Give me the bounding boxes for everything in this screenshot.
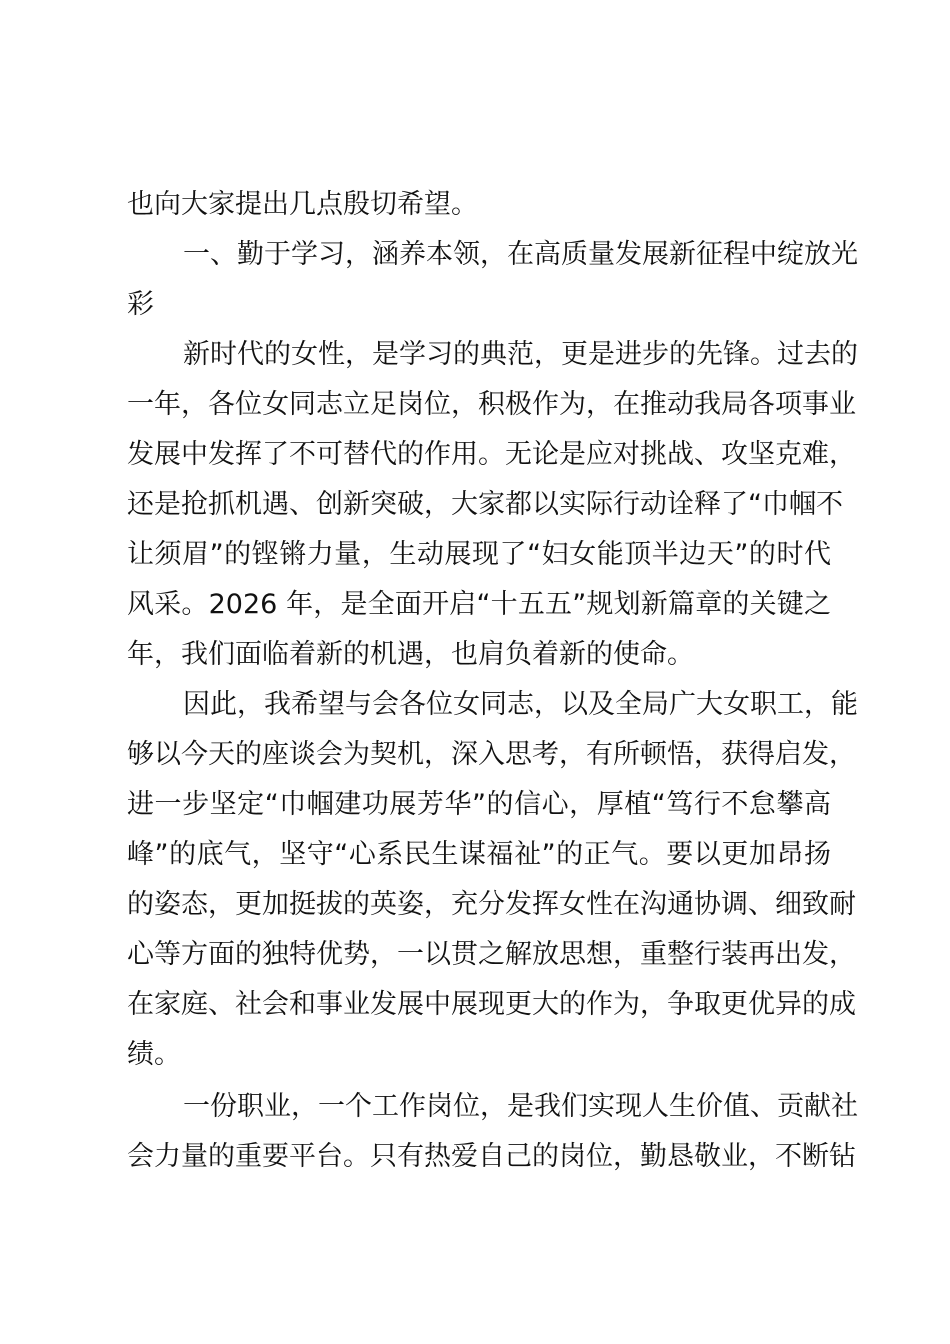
paragraph xyxy=(127,180,831,230)
text-line: 发展中发挥了不可替代的作用。无论是应对挑战、攻坚克难， xyxy=(127,439,856,470)
text-line: 彩 xyxy=(127,289,154,320)
text-line: 让须眉”的铿锵力量，生动展现了“妇女能顶半边天”的时代 xyxy=(127,539,831,570)
text-line: 在家庭、社会和事业发展中展现更大的作为，争取更优异的成 xyxy=(127,989,856,1020)
text-line: 够以今天的座谈会为契机，深入思考，有所顿悟，获得启发， xyxy=(127,739,856,770)
text-line: 会力量的重要平台。只有热爱自己的岗位，勤恳敬业，不断钻 xyxy=(127,1141,856,1172)
text-line: 峰”的底气，坚守“心系民生谋福祉”的正气。要以更加昂扬 xyxy=(127,839,831,870)
document-body xyxy=(127,180,858,1182)
text-line: 一年，各位女同志立足岗位，积极作为，在推动我局各项事业 xyxy=(127,389,856,420)
text-line: 还是抢抓机遇、创新突破，大家都以实际行动诠释了“巾帼不 xyxy=(127,489,843,520)
text-line: 一份职业，一个工作岗位，是我们实现人生价值、贡献社 xyxy=(183,1091,858,1122)
text-line: 年，我们面临着新的机遇，也肩负着新的使命。 xyxy=(127,639,694,670)
text-line: 也向大家提出几点殷切希望。 xyxy=(127,189,478,220)
paragraph xyxy=(127,230,858,330)
text-line: 的姿态，更加挺拔的英姿，充分发挥女性在沟通协调、细致耐 xyxy=(127,889,856,920)
text-line: 进一步坚定“巾帼建功展芳华”的信心，厚植“笃行不怠攀高 xyxy=(127,789,831,820)
paragraph xyxy=(127,680,858,1080)
paragraph xyxy=(127,330,858,680)
text-line: 风采。2026 年，是全面开启“十五五”规划新篇章的关键之 xyxy=(127,589,831,620)
text-line: 心等方面的独特优势，一以贯之解放思想，重整行装再出发， xyxy=(127,939,856,970)
text-line: 因此，我希望与会各位女同志，以及全局广大女职工，能 xyxy=(183,689,858,720)
text-line: 一、勤于学习，涵养本领，在高质量发展新征程中绽放光 xyxy=(183,239,858,270)
text-line: 新时代的女性，是学习的典范，更是进步的先锋。过去的 xyxy=(183,339,858,370)
paragraph xyxy=(127,1082,858,1182)
text-line: 绩。 xyxy=(127,1039,181,1070)
